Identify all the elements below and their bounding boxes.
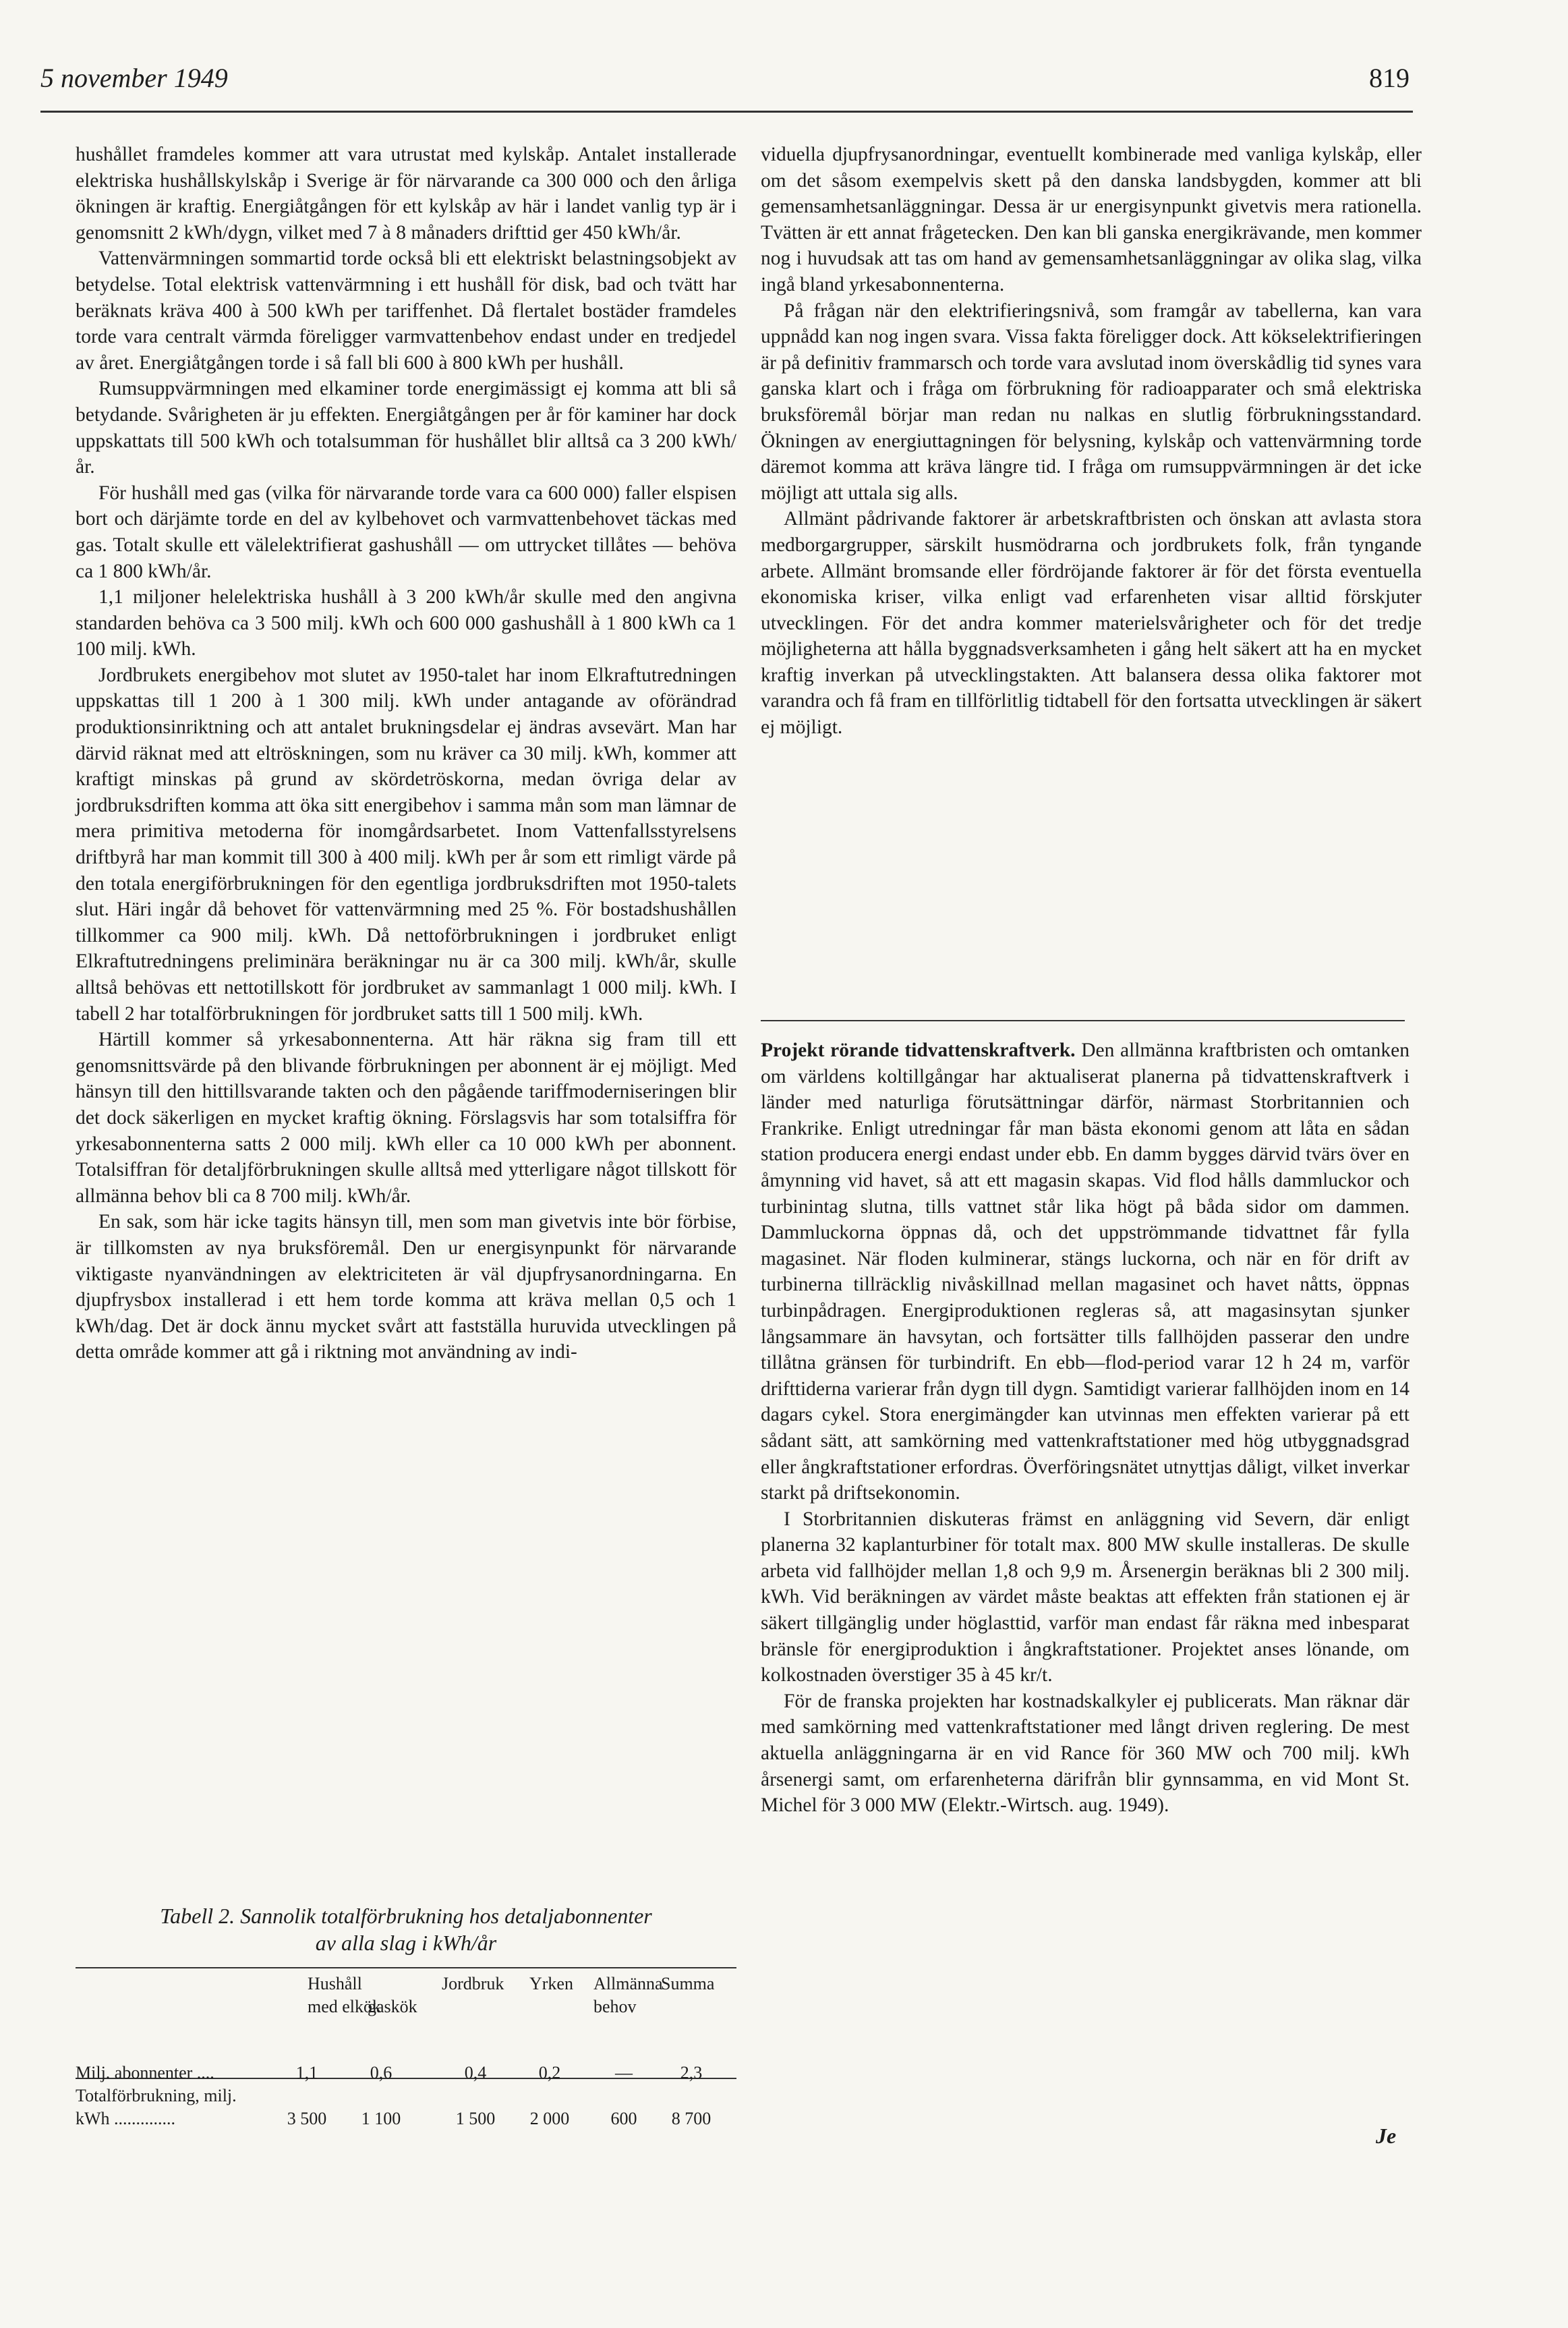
table-cell: 1 500 bbox=[455, 2109, 496, 2128]
left-column bbox=[76, 142, 736, 1365]
paragraph: Vattenvärmningen sommartid torde också bli ett elektriskt belastningsobjekt av betydelse. Total elektrisk vattenvärmning i ett hushåll för disk, bad och tvätt har beräknats kräva 400 à 500 kWh per tariffenhet. Då flertalet bostäder framdeles torde vara centralt värmda föreligger varmvattenbehov endast under en tredjedel av året. Energiåtgången torde i så fall bli 600 à 800 kWh per hushåll. bbox=[76, 248, 736, 374]
paragraph: Rumsuppvärmningen med elkaminer torde energimässigt ej komma att bli så betydande. Svårigheten är ju effekten. Energiåtgången per år för kaminer har dock uppskattats till 500 kWh och totalsumman för hushållet blir alltså ca 3 200 kWh/år. bbox=[76, 378, 736, 478]
table-cell: 2,3 bbox=[680, 2063, 703, 2082]
col-header-yrken: Yrken bbox=[529, 1974, 573, 1993]
article-separator bbox=[761, 1020, 1405, 1021]
col-header-jordbruk: Jordbruk bbox=[442, 1974, 504, 1993]
author-signature: Je bbox=[1376, 2124, 1397, 2148]
article-heading: Projekt rörande tidvattenskraftverk. bbox=[761, 1040, 1076, 1061]
table-cell: 0,4 bbox=[464, 2063, 487, 2082]
page-number: 819 bbox=[1369, 63, 1410, 93]
paragraph: hushållet framdeles kommer att vara utrustat med kylskåp. Antalet installerade elektriska hushållskylskåp i Sverige är för närvarande ca 300 000 och den årliga ökningen är kraftig. Energiåtgången för ett kylskåp av här i landet vanlig typ är i genomsnitt 2 kWh/dygn, vilket med 7 à 8 månaders drifttid ger 450 kWh/år. bbox=[76, 144, 736, 244]
paragraph: I Storbritannien diskuteras främst en anläggning vid Severn, där enligt planerna 32 kaplanturbiner för totalt max. 800 MW skulle installeras. De skulle arbeta vid fallhöjder mellan 1,8 och 9,9 m. Årsenergin beräknas bli 2 300 milj. kWh. Vid beräkningen av värdet måste beaktas att effekten från stationen ej är säkert tillgänglig under höglasttid, varför man endast får räkna med inbesparat bränsle för energiproduktion i ångkraftstationer. Projektet anses lönande, om kolkostnaden överstiger 35 à 45 kr/t. bbox=[761, 1508, 1410, 1686]
table-cell: 3 500 bbox=[287, 2109, 327, 2128]
row-label-kwh: kWh .............. bbox=[76, 2109, 176, 2128]
paragraph: Härtill kommer så yrkesabonnenterna. Att här räkna sig fram till ett genomsnittsvärde på den blivande förbrukningen per abonnent är ej möjligt. Med hänsyn till den hittillsvarande takten och den pågående tariffmoderniseringen blir det dock säkerligen en mycket kraftig ökning. Förslagsvis har som totalsiffra för yrkesabonnenterna satts 2 000 milj. kWh eller ca 10 000 kWh per abonnent. Totalsiffran för detaljförbrukningen skulle alltså med ytterligare något tillskott för allmänna behov bli ca 8 700 milj. kWh/år. bbox=[76, 1029, 736, 1207]
page-header bbox=[40, 62, 1410, 116]
table-cell: 0,6 bbox=[370, 2063, 393, 2082]
paragraph: Allmänt pådrivande faktorer är arbetskraftbristen och önskan att avlasta stora medborgargrupper, särskilt husmödrarna och jordbrukets folk, från tyngande arbete. Allmänt bromsande eller fördröjande faktorer är för det första eventuella ekonomiska kriser, vilka enligt vad erfarenheten visar alltid förskjuter utvecklingen. För det andra kommer materielsvårigheter och för det tredje möjligheterna att hålla byggnadsverksamheten i gång helt säkert att ha en mycket kraftig inverkan på utvecklingstakten. Att balansera dessa olika faktorer mot varandra och få fram en tillförlitlig tidtabell för den fortsatta utvecklingen är säkert ej möjligt. bbox=[761, 508, 1422, 739]
paragraph: På frågan när den elektrifieringsnivå, som framgår av tabellerna, kan vara uppnådd kan nog ingen svara. Vissa fakta föreligger dock. Att kökselektrifieringen är på definitiv frammarsch och torde vara avslutad inom överskådlig tid synes vara ganska klart och i fråga om förbrukning för radioapparater och små elektriska bruksföremål börjar man redan nu nalkas en slutlig förbrukningsstandard. Ökningen av energiuttagningen för belysning, kylskåp och vattenvärmning torde däremot komma att kräva längre tid. I fråga om rumsuppvärmningen är det icke möjligt att uttala sig alls. bbox=[761, 300, 1422, 504]
caption-line: av alla slag i kWh/år bbox=[315, 1931, 497, 1955]
paragraph: 1,1 miljoner helelektriska hushåll à 3 200 kWh/år skulle med den angivna standarden behöva ca 3 500 milj. kWh och 600 000 gashushåll à 1 800 kWh ca 1 100 milj. kWh. bbox=[76, 586, 736, 660]
table-cell: 2 000 bbox=[529, 2109, 570, 2128]
table-cell: 1 100 bbox=[361, 2109, 401, 2128]
table-cell: 0,2 bbox=[538, 2063, 561, 2082]
table-cell: 600 bbox=[610, 2109, 637, 2128]
col-header-gaskok: gaskök bbox=[368, 1997, 417, 2016]
article-lead bbox=[761, 1038, 1410, 1506]
table-cell: 1,1 bbox=[295, 2063, 318, 2082]
row-label-totalforbrukning: Totalförbrukning, milj. bbox=[76, 2086, 237, 2105]
paragraph: En sak, som här icke tagits hänsyn till, men som man givetvis inte bör förbise, är tillkomsten av nya bruksföremål. Den ur energisynpunkt för närvarande viktigaste nyanvändningen av elektriciteten är väl djupfrysanordningarna. En djupfrysbox installerad i ett hem torde komma att kräva mellan 0,5 och 1 kWh/dag. Det är dock ännu mycket svårt att fastställa huruvida utvecklingen på detta område kommer att gå i riktning mot användning av indi- bbox=[76, 1211, 736, 1363]
paragraph: Jordbrukets energibehov mot slutet av 1950-talet har inom Elkraftutredningen uppskattas till 1 200 à 1 300 milj. kWh under antagande av oförändrad produktionsinriktning och att antalet brukningsdelar ej ändras avsevärt. Man har därvid räknat med att eltröskningen, som nu kräver ca 30 milj. kWh, kommer att kraftigt minskas på grund av skördetröskorna, medan övriga delar av jordbruksdriften komma att öka sitt energibehov i samma mån som man lämnar de mera primitiva metoderna för inomgårdsarbetet. Inom Vattenfallsstyrelsens driftbyrå har man kommit till 300 à 400 milj. kWh per år som ett rimligt värde på den totala energiförbrukningen för den egentliga jordbruksdriften mot 1950-talets slut. Häri ingår då behovet för vattenvärmning med 25 %. För bostadshushållen tillkommer ca 900 milj. kWh. Då nettoförbrukningen i jordbruket enligt Elkraftutredningens preliminära beräkningar nu är ca 300 milj. kWh/år, skulle alltså behövas ett nettotillskott för jordbruket av sammanlagt 1 000 milj. kWh. I tabell 2 har totalförbrukningen för jordbruket satts till 1 500 milj. kWh. bbox=[76, 664, 736, 1025]
issue-date: 5 november 1949 bbox=[40, 63, 228, 93]
tidal-article bbox=[761, 1038, 1410, 1819]
table-cell: — bbox=[615, 2063, 633, 2082]
paragraph: För de franska projekten har kostnadskalkyler ej publicerats. Man räknar där med samkörning med vattenkraftstationer med långt driven reglering. De mest aktuella anläggningarna är en vid Rance för 360 MW och 700 milj. kWh årsenergi samt, om erfarenheterna därifrån blir gynnsamma, en vid Mont St. Michel för 3 000 MW (Elektr.-Wirtsch. aug. 1949). bbox=[761, 1690, 1410, 1817]
header-rule bbox=[40, 111, 1413, 113]
col-header-hushall: Hushåll med elkök bbox=[308, 1974, 382, 2016]
table-rule-top bbox=[76, 1967, 736, 1968]
caption-line: Tabell 2. Sannolik totalförbrukning hos detaljabonnenter bbox=[160, 1904, 652, 1928]
table-cell: 8 700 bbox=[671, 2109, 712, 2128]
col-header-summa: Summa bbox=[661, 1974, 715, 1993]
row-label-abonnenter: Milj. abonnenter .... bbox=[76, 2063, 214, 2082]
col-header-allmanna: Allmänna behov bbox=[593, 1974, 663, 2016]
table-caption bbox=[76, 1902, 736, 1956]
article-lead-text: Den allmänna kraftbristen och omtanken om världens koltillgångar har aktualiserat planerna på tidvattenskraftverk i länder med naturliga förutsättningar därför, närmast Storbritannien och Frankrike. Enligt utredningar får man bästa ekonomi genom att låta en sådan station producera energi endast under ebb. En damm bygges därvid tvärs över en åmynning vid havet, så att ett magasin skapas. Vid flod hålls dammluckor och turbinintag slutna, tills vattnet står lika högt på båda sidor om dammen. Dammluckorna öppnas då, och det uppströmmande tidvattnet får fylla magasinet. När floden kulminerar, stängs luckorna, och när en för drift av turbinerna tillräcklig nivåskillnad mellan magasinet och havet nåtts, öppnas turbinpådragen. Energiproduktionen regleras så, att magasinsytan sjunker långsammare än havsytan, och fortsätter tills fallhöjden passerar den undre tillåtna gränsen för turbindrift. En ebb—flod-period varar 12 h 24 m, varför drifttiderna varierar från dygn till dygn. Samtidigt varierar fallhöjden inom en 14 dagars cykel. Stora energimängder kan utvinnas men effekten varierar på ett sådant sätt, att samkörning med vattenkraftstationer med hög utbyggnadsgrad eller ångkraftstationer erfordras. Överföringsnätet utnyttjas dåligt, vilket inverkar starkt på driftsekonomin. bbox=[761, 1040, 1410, 1504]
paragraph: viduella djupfrysanordningar, eventuellt kombinerade med vanliga kylskåp, eller om det såsom exempelvis skett på den danska landsbygden, kommer att bli gemensamhetsanläggningar. Dessa är ur energisynpunkt givetvis mera rationella. Tvätten är ett annat frågetecken. Den kan bli ganska energikrävande, men kommer nog i huvudsak att tas om hand av gemensamhetsanläggningar av olika slag, vilka ingå bland yrkesabonnenterna. bbox=[761, 144, 1422, 295]
paragraph: För hushåll med gas (vilka för närvarande torde vara ca 600 000) faller elspisen bort och därjämte torde en del av kylbehovet och varmvattenbehovet täckas med gas. Totalt skulle ett välelektrifierat gashushåll — om uttrycket tillåtes — behöva ca 1 800 kWh/år. bbox=[76, 482, 736, 582]
right-column bbox=[761, 142, 1422, 741]
